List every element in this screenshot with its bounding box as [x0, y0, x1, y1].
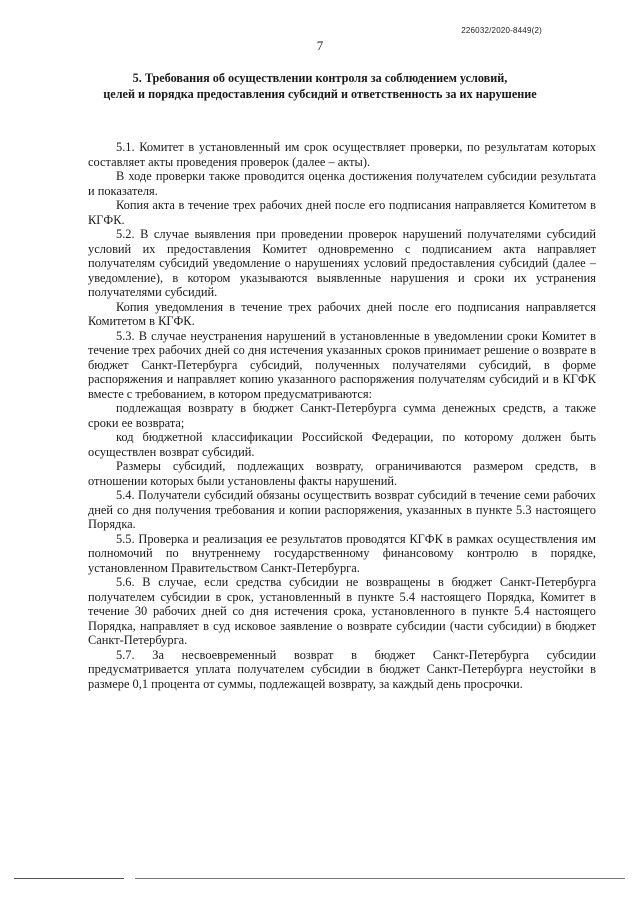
- paragraph-5-3: 5.3. В случае неустранения нарушений в установленные в уведомлении сроки Комитет в течение трех рабочих дней со дня истечения указанных сроков принимает решение о возврате в бюджет Санкт-Петербурга субсидий, полученных получателями субсидий, в форме распоряжения и направляет копию указанного распоряжения получателям субсидий и в КГФК вместе с требованием, в котором предусматриваются:: [88, 328, 596, 401]
- paragraph-5-6: 5.6. В случае, если средства субсидии не возвращены в бюджет Санкт-Петербурга получателем субсидии в срок, установленный в пункте 5.4 настоящего Порядка, Комитет в течение 30 рабочих дней со дня истечения срока, установленного в пункте 5.4 настоящего Порядка, направляет в суд исковое заявление о возврате субсидии (части субсидии) в бюджет Санкт-Петербурга.: [88, 575, 596, 647]
- paragraph-5-1: 5.1. Комитет в установленный им срок осуществляет проверки, по результатам которых составляет акты проведения проверок (далее – акты).: [88, 140, 596, 169]
- section-heading-line: 5. Требования об осуществлении контроля за соблюдением условий,: [132, 71, 508, 85]
- paragraph: подлежащая возврату в бюджет Санкт-Петербурга сумма денежных средств, а также сроки ее возврата;: [88, 401, 596, 430]
- paragraph: код бюджетной классификации Российской Федерации, по которому должен быть осуществлен возврат субсидий.: [88, 430, 596, 459]
- paragraph: В ходе проверки также проводится оценка достижения получателем субсидии результата и показателя.: [88, 169, 596, 198]
- scan-edge-line: [135, 878, 625, 879]
- section-heading: [0, 70, 640, 102]
- registration-number: 226032/2020-8449(2): [461, 26, 542, 35]
- paragraph-5-2: 5.2. В случае выявления при проведении проверок нарушений получателями субсидий условий их предоставления Комитет одновременно с подписанием акта направляет получателям субсидий уведомление о нарушениях условий предоставления субсидий (далее – уведомление), в котором указываются выявленные нарушения и сроки их устранения получателями субсидий.: [88, 227, 596, 299]
- paragraph: Копия акта в течение трех рабочих дней после его подписания направляется Комитетом в КГФК.: [88, 198, 596, 227]
- paragraph-5-5: 5.5. Проверка и реализация ее результатов проводятся КГФК в рамках осуществления им полномочий по внутреннему государственному финансовому контролю в порядке, установленном Правительством Санкт-Петербурга.: [88, 531, 596, 575]
- scan-edge-line: [14, 878, 124, 879]
- paragraph: Размеры субсидий, подлежащих возврату, ограничиваются размером средств, в отношении которых были установлены факты нарушений.: [88, 459, 596, 488]
- paragraph-5-4: 5.4. Получатели субсидий обязаны осуществить возврат субсидий в течение семи рабочих дней со дня получения требования и копии распоряжения, указанных в пункте 5.3 настоящего Порядка.: [88, 488, 596, 531]
- section-heading-line: целей и порядка предоставления субсидий и ответственность за их нарушение: [103, 87, 537, 101]
- paragraph-5-7: 5.7. За несвоевременный возврат в бюджет Санкт-Петербурга субсидии предусматривается уплата получателем субсидии в бюджет Санкт-Петербурга неустойки в размере 0,1 процента от суммы, подлежащей возврату, за каждый день просрочки.: [88, 647, 596, 691]
- body-text: [88, 140, 596, 691]
- page-number: 7: [316, 38, 324, 53]
- paragraph: Копия уведомления в течение трех рабочих дней после его подписания направляется Комитетом в КГФК.: [88, 299, 596, 328]
